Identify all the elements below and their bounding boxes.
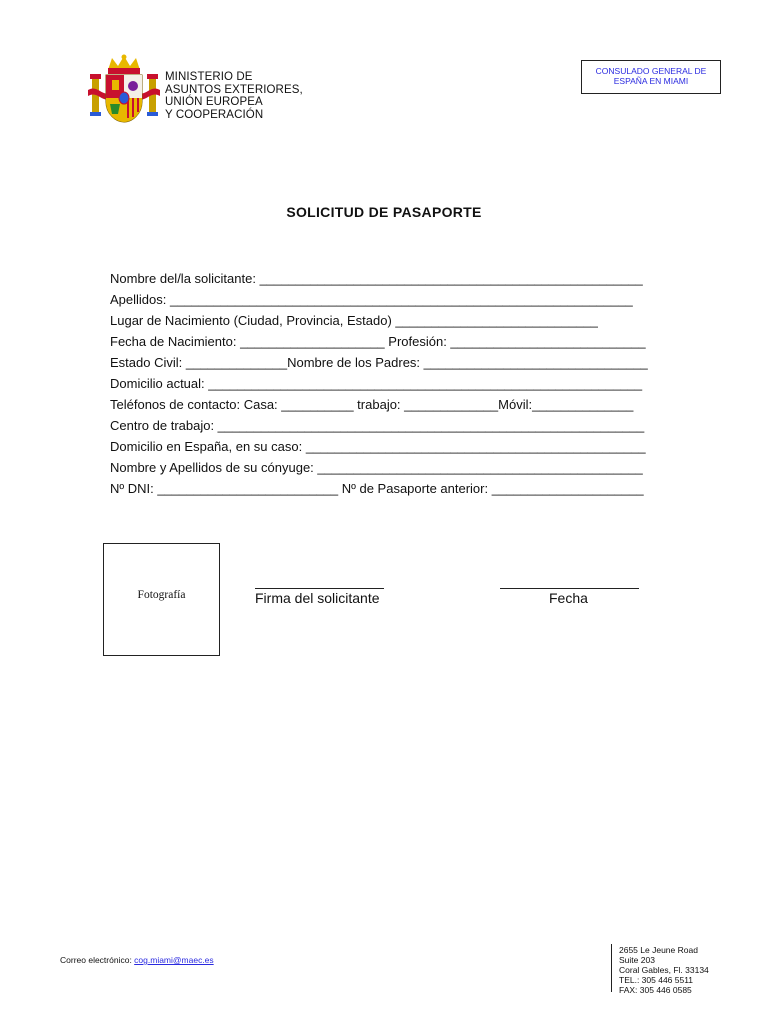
email-link[interactable]: cog.miami@maec.es [134, 955, 214, 965]
address-line: Suite 203 [619, 955, 655, 965]
signature-line[interactable] [255, 588, 384, 589]
ministry-line: ASUNTOS EXTERIORES, [165, 83, 303, 96]
consulate-line: CONSULADO GENERAL DE [595, 66, 707, 76]
signature-label: Firma del solicitante [255, 590, 380, 606]
ministry-line: Y COOPERACIÓN [165, 108, 264, 121]
address-divider [611, 944, 612, 992]
consulate-box [581, 60, 721, 94]
consulate-line: ESPAÑA EN MIAMI [613, 75, 689, 86]
date-label: Fecha [549, 590, 588, 606]
footer-email [60, 955, 214, 965]
address-line: FAX: 305 446 0585 [619, 985, 692, 995]
field-fecha-nacimiento-profesion[interactable]: Fecha de Nacimiento: ____________________ Profesión: ___________________________ [110, 334, 646, 349]
field-apellidos[interactable]: Apellidos: ________________________________________________________________ [110, 292, 633, 307]
spain-coat-of-arms-icon [88, 54, 160, 126]
form-fields [110, 268, 648, 499]
field-dni-pasaporte[interactable]: Nº DNI: _________________________ Nº de Pasaporte anterior: _____________________ [110, 481, 644, 496]
footer-address [619, 945, 709, 995]
field-domicilio-actual[interactable]: Domicilio actual: ____________________________________________________________ [110, 376, 643, 391]
date-line[interactable] [500, 588, 639, 589]
photo-box [103, 543, 220, 656]
address-line: 2655 Le Jeune Road [619, 945, 698, 955]
address-line: Coral Gables, Fl. 33134 [619, 965, 709, 975]
ministry-name [165, 71, 303, 121]
field-estado-civil-padres[interactable]: Estado Civil: ______________Nombre de los Padres: _______________________________ [110, 355, 648, 370]
email-label: Correo electrónico: [60, 955, 135, 965]
ministry-line: MINISTERIO DE [165, 71, 253, 83]
address-line: TEL.: 305 446 5511 [619, 975, 694, 985]
ministry-line: UNIÓN EUROPEA [165, 96, 263, 108]
field-lugar-nacimiento[interactable]: Lugar de Nacimiento (Ciudad, Provincia, Estado) ____________________________ [110, 313, 598, 328]
field-centro-trabajo[interactable]: Centro de trabajo: ___________________________________________________________ [110, 418, 645, 433]
field-conyuge[interactable]: Nombre y Apellidos de su cónyuge: _____________________________________________ [110, 460, 643, 475]
form-title: SOLICITUD DE PASAPORTE [286, 204, 482, 220]
field-domicilio-espana[interactable]: Domicilio en España, en su caso: _______________________________________________ [110, 439, 646, 454]
field-nombre[interactable]: Nombre del/la solicitante: _____________________________________________________ [110, 271, 643, 286]
photo-label: Fotografía [137, 589, 186, 601]
field-telefonos[interactable]: Teléfonos de contacto: Casa: __________ trabajo: _____________Móvil:______________ [110, 397, 634, 412]
